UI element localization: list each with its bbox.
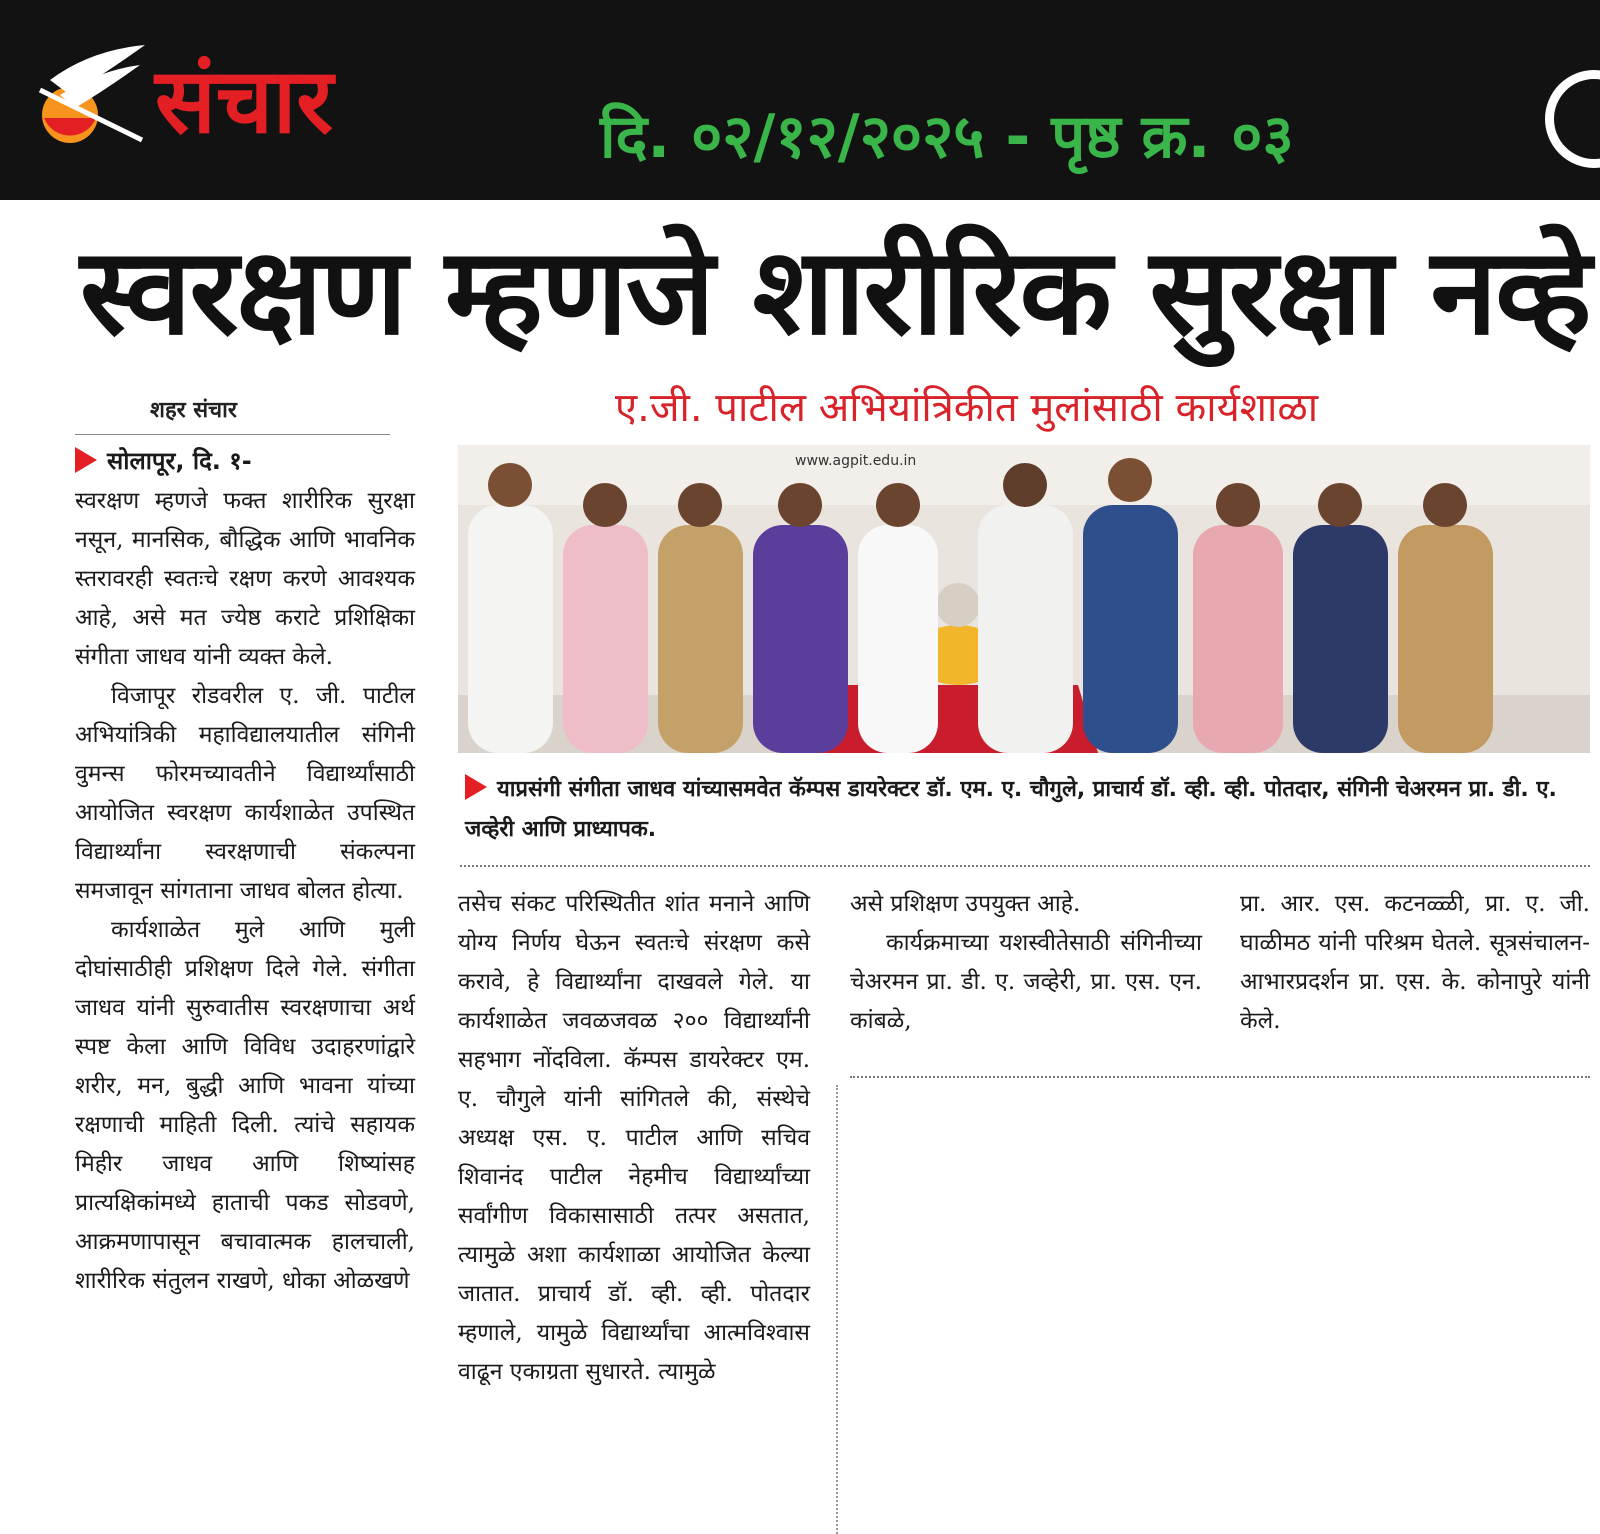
group-photo-illustration — [458, 445, 1590, 753]
article-column-3 — [850, 885, 1202, 1041]
paragraph: कार्यशाळेत मुले आणि मुली दोघांसाठीही प्रशिक्षण दिले गेले. संगीता जाधव यांनी सुरुवातीस स्वरक्षणाचा अर्थ स्पष्ट केला आणि विविध उदाहरणांद्वारे शरीर, मन, बुद्धी आणि भावना यांच्या रक्षणाची माहिती दिली. त्यांचे सहायक मिहीर जाधव आणि शिष्यांसह प्रात्यक्षिकांमध्ये हाताची पकड सोडवणे, आक्रमणापासून बचावात्मक हालचाली, शारीरिक संतुलन राखणे, धोका ओळखणे — [75, 917, 415, 1294]
event-photo — [458, 445, 1590, 753]
column-divider — [836, 1085, 838, 1534]
paragraph: स्वरक्षण म्हणजे फक्त शारीरिक सुरक्षा नसून, मानसिक, बौद्धिक आणि भावनिक स्तरावरही स्वतःचे रक्षण करणे आवश्यक आहे, असे मत ज्येष्ठ कराटे प्रशिक्षिका संगीता जाधव यांनी व्यक्त केले. — [75, 488, 415, 670]
article-column-1 — [75, 442, 415, 1301]
headline: स्वरक्षण म्हणजे शारीरिक सुरक्षा नव्हे — [80, 223, 1590, 362]
red-triangle-marker-icon — [75, 447, 97, 473]
newspaper-name: संचार — [155, 49, 334, 154]
masthead — [0, 0, 1600, 200]
article-column-2 — [458, 885, 810, 1392]
section-divider — [75, 434, 390, 435]
section-label: शहर संचार — [150, 398, 237, 423]
photo-watermark-url: www.agpit.edu.in — [795, 453, 917, 469]
photo-caption — [465, 770, 1590, 850]
paragraph: असे प्रशिक्षण उपयुक्त आहे. — [850, 891, 1081, 917]
caption-divider — [460, 865, 1590, 867]
red-triangle-marker-icon — [465, 774, 487, 800]
paragraph: तसेच संकट परिस्थितीत शांत मनाने आणि योग्य निर्णय घेऊन स्वतःचे संरक्षण कसे करावे, हे विद्यार्थ्यांना दाखवले गेले. या कार्यशाळेत जवळजवळ २०० विद्यार्थ्यांनी सहभाग नोंदविला. कॅम्पस डायरेक्टर एम. ए. चौगुले यांनी सांगितले की, संस्थेचे अध्यक्ष एस. ए. पाटील आणि सचिव शिवानंद पाटील नेहमीच विद्यार्थ्यांच्या सर्वांगीण विकासासाठी तत्पर असतात, त्यामुळे अशा कार्यशाळा आयोजित केल्या जातात. प्राचार्य डॉ. व्ही. व्ही. पोतदार म्हणाले, यामुळे विद्यार्थ्यांचा आत्मविश्वास वाढून एकाग्रता सुधारते. त्यामुळे — [458, 891, 810, 1385]
paragraph: विजापूर रोडवरील ए. जी. पाटील अभियांत्रिकी महाविद्यालयातील संगिनी वुमन्स फोरमच्यावतीने विद्यार्थ्यांसाठी आयोजित स्वरक्षण कार्यशाळेत उपस्थित विद्यार्थ्यांना स्वरक्षणाची संकल्पना समजावून सांगताना जाधव बोलत होत्या. — [75, 683, 415, 904]
dateline-paragraph — [75, 442, 415, 482]
article-column-4 — [1240, 885, 1590, 1041]
caption-text: याप्रसंगी संगीता जाधव यांच्यासमवेत कॅम्पस डायरेक्टर डॉ. एम. ए. चौगुले, प्राचार्य डॉ. व्ही. व्ही. पोतदार, संगिनी चेअरमन प्रा. डी. ए. जव्हेरी आणि प्राध्यापक. — [465, 777, 1557, 842]
corner-emblem-icon — [1545, 70, 1600, 168]
paragraph: कार्यक्रमाच्या यशस्वीतेसाठी संगिनीच्या चेअरमन प्रा. डी. ए. जव्हेरी, प्रा. एस. एन. कांबळे, — [850, 930, 1202, 1034]
subheadline: ए.जी. पाटील अभियांत्रिकीत मुलांसाठी कार्यशाळा — [615, 385, 1319, 431]
paragraph: प्रा. आर. एस. कटनळ्ळी, प्रा. ए. जी. घाळीमठ यांनी परिश्रम घेतले. सूत्रसंचालन- आभारप्रदर्शन प्रा. एस. के. कोनापुरे यांनी केले. — [1240, 891, 1590, 1034]
article-dateline: सोलापूर, दि. १- — [107, 447, 252, 475]
logo-emblem — [30, 40, 150, 150]
article-end-divider — [850, 1076, 1590, 1078]
issue-date-page: दि. ०२/१२/२०२५ - पृष्ठ क्र. ०३ — [600, 102, 1294, 172]
